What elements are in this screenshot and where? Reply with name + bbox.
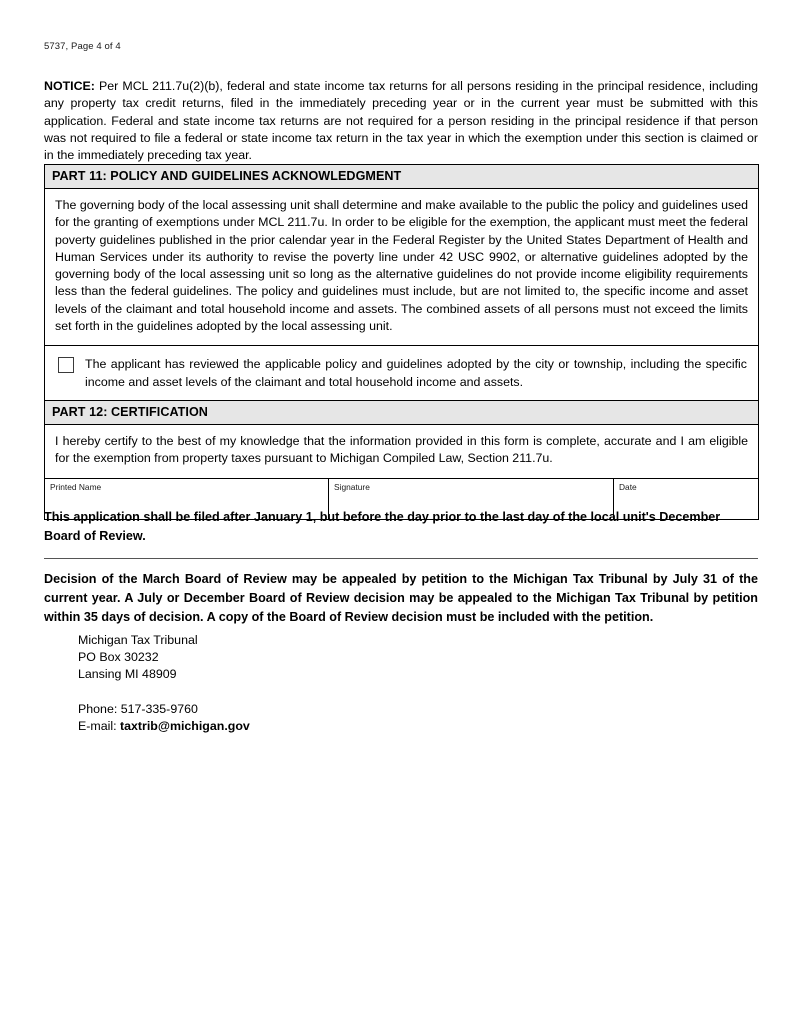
part-12-header: PART 12: CERTIFICATION bbox=[45, 400, 758, 425]
contact-email-label: E-mail: bbox=[78, 718, 120, 733]
contact-block bbox=[78, 632, 250, 735]
notice-text: Per MCL 211.7u(2)(b), federal and state income tax returns for all persons residing in the principal residence, including any property tax credit returns, filed in the immediately preceding year or in the current year must be submitted with this application. Federal and state income tax returns are not required for a person residing in the principal residence if that person was not required to file a federal or state income tax return in the tax year in which the exemption under this section is claimed or in the immediately preceding tax year. bbox=[44, 79, 758, 163]
notice-label: NOTICE: bbox=[44, 79, 95, 93]
form-sections-box bbox=[44, 164, 759, 520]
contact-spacer bbox=[78, 684, 250, 701]
contact-city-state-zip: Lansing MI 48909 bbox=[78, 667, 177, 682]
notice-paragraph bbox=[44, 78, 758, 164]
form-id-line: 5737, Page 4 of 4 bbox=[44, 41, 121, 52]
contact-organization: Michigan Tax Tribunal bbox=[78, 633, 198, 647]
part-12-body: I hereby certify to the best of my knowledge that the information provided in this form is complete, accurate and I am eligible for the exemption from property taxes pursuant to Michigan Compiled Law, Section 211.7u. bbox=[55, 433, 748, 466]
contact-po-box: PO Box 30232 bbox=[78, 650, 159, 665]
contact-email-address[interactable]: taxtrib@michigan.gov bbox=[120, 718, 250, 733]
section-divider bbox=[44, 558, 758, 559]
printed-name-label: Printed Name bbox=[50, 481, 102, 492]
part-11-body: The governing body of the local assessing unit shall determine and make available to the public the policy and guidelines used for the granting of exemptions under MCL 211.7u. In order to be eligible for the exemption, the applicant must meet the federal poverty guidelines published in the prior calendar year in the Federal Register by the United States Department of Health and Human Services under its authority to revise the poverty line under 42 USC 9902, or alternative guidelines adopted by the governing body of the local assessing unit so long as the alternative guidelines do not provide income eligibility requirements less than the federal guidelines. The policy and guidelines must include, but are not limited to, the specific income and asset levels of the claimant and total household income and assets. The combined assets of all persons must not exceed the limits set forth in the guidelines adopted by the local assessing unit. bbox=[55, 198, 748, 334]
date-label: Date bbox=[619, 481, 637, 492]
part-11-checkbox-row bbox=[45, 345, 758, 400]
part-11-header: PART 11: POLICY AND GUIDELINES ACKNOWLEDGMENT bbox=[45, 165, 758, 189]
contact-email-row bbox=[78, 718, 250, 735]
appeal-statement: Decision of the March Board of Review may be appealed by petition to the Michigan Tax Tribunal by July 31 of the current year. A July or December Board of Review decision may be appealed to the Michigan Tax Tribunal by petition within 35 days of decision. A copy of the Board of Review decision must be included with the petition. bbox=[44, 572, 758, 624]
policy-acknowledgment-label: The applicant has reviewed the applicable policy and guidelines adopted by the city or township, including the specific income and asset levels of the claimant and total household income and assets. bbox=[85, 357, 747, 389]
contact-phone: Phone: 517-335-9760 bbox=[78, 701, 198, 716]
signature-label: Signature bbox=[334, 481, 370, 492]
policy-acknowledgment-checkbox[interactable] bbox=[58, 357, 74, 373]
filing-statement: This application shall be filed after January 1, but before the day prior to the last day of the local unit's December Board of Review. bbox=[44, 510, 721, 543]
